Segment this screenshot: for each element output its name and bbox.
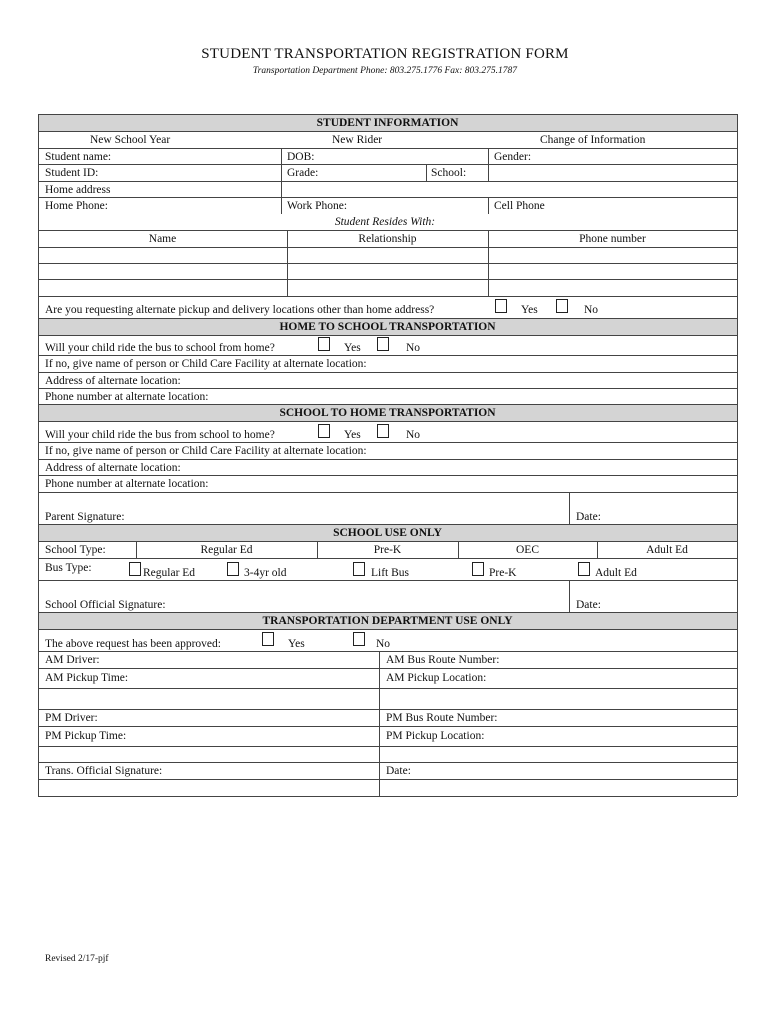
- school-type-label: School Type:: [45, 544, 106, 556]
- s2h-alt-person-field[interactable]: If no, give name of person or Child Care Facility at alternate location:: [45, 445, 367, 457]
- bus-regular-ed-checkbox[interactable]: [129, 562, 141, 576]
- form-title: STUDENT TRANSPORTATION REGISTRATION FORM: [201, 46, 569, 62]
- school-official-signature-field[interactable]: School Official Signature:: [45, 599, 166, 611]
- work-phone-field[interactable]: Work Phone:: [287, 200, 348, 212]
- s2h-question: Will your child ride the bus from school to home?: [45, 429, 275, 441]
- school-type-adult-ed[interactable]: Adult Ed: [646, 544, 688, 556]
- h2s-no-label: No: [406, 342, 421, 354]
- bus-pre-k-checkbox[interactable]: [472, 562, 484, 576]
- trans-official-signature-field[interactable]: Trans. Official Signature:: [45, 765, 163, 777]
- bus-type-label: Bus Type:: [45, 562, 92, 574]
- resides-with-label: Student Resides With:: [334, 216, 436, 228]
- s2h-yes-checkbox[interactable]: [318, 424, 330, 438]
- am-pickup-time-field[interactable]: AM Pickup Time:: [45, 672, 129, 684]
- h2s-no-checkbox[interactable]: [377, 337, 389, 351]
- col-phone-header: Phone number: [579, 233, 646, 245]
- bus-lift-checkbox[interactable]: [353, 562, 365, 576]
- pm-pickup-location-field[interactable]: PM Pickup Location:: [386, 730, 485, 742]
- am-pickup-location-field[interactable]: AM Pickup Location:: [386, 672, 487, 684]
- bus-3-4yr-label: 3-4yr old: [244, 567, 287, 579]
- school-to-home-header: SCHOOL TO HOME TRANSPORTATION: [279, 407, 496, 419]
- new-rider-option[interactable]: New Rider: [332, 134, 383, 146]
- am-route-field[interactable]: AM Bus Route Number:: [386, 654, 500, 666]
- col-relationship-header: Relationship: [358, 233, 417, 245]
- h2s-question: Will your child ride the bus to school from home?: [45, 342, 275, 354]
- gender-field[interactable]: Gender:: [494, 151, 532, 163]
- school-type-pre-k[interactable]: Pre-K: [373, 544, 402, 556]
- alt-no-label: No: [584, 304, 599, 316]
- school-type-oec[interactable]: OEC: [516, 544, 539, 556]
- transport-use-header: TRANSPORTATION DEPARTMENT USE ONLY: [262, 615, 513, 627]
- h2s-yes-checkbox[interactable]: [318, 337, 330, 351]
- col-name-header: Name: [148, 233, 177, 245]
- pm-driver-field[interactable]: PM Driver:: [45, 712, 98, 724]
- new-school-year-option[interactable]: New School Year: [90, 134, 171, 146]
- s2h-no-checkbox[interactable]: [377, 424, 389, 438]
- parent-signature-field[interactable]: Parent Signature:: [45, 511, 125, 523]
- bus-lift-label: Lift Bus: [371, 567, 410, 579]
- student-name-field[interactable]: Student name:: [45, 151, 112, 163]
- change-info-option[interactable]: Change of Information: [540, 134, 646, 146]
- school-use-header: SCHOOL USE ONLY: [333, 527, 442, 539]
- bus-regular-ed-label: Regular Ed: [143, 567, 196, 579]
- approved-yes-label: Yes: [288, 638, 305, 650]
- alt-location-question: Are you requesting alternate pickup and delivery locations other than home address?: [45, 304, 435, 316]
- cell-phone-field[interactable]: Cell Phone: [494, 200, 545, 212]
- alt-yes-label: Yes: [521, 304, 538, 316]
- s2h-alt-address-field[interactable]: Address of alternate location:: [45, 462, 181, 474]
- bus-adult-ed-checkbox[interactable]: [578, 562, 590, 576]
- student-info-header: STUDENT INFORMATION: [316, 117, 459, 129]
- alt-no-checkbox[interactable]: [556, 299, 568, 313]
- h2s-yes-label: Yes: [344, 342, 361, 354]
- pm-route-field[interactable]: PM Bus Route Number:: [386, 712, 498, 724]
- form-subtitle: Transportation Department Phone: 803.275.1776 Fax: 803.275.1787: [252, 66, 518, 76]
- s2h-yes-label: Yes: [344, 429, 361, 441]
- trans-date-field[interactable]: Date:: [386, 765, 411, 777]
- h2s-alt-address-field[interactable]: Address of alternate location:: [45, 375, 181, 387]
- am-driver-field[interactable]: AM Driver:: [45, 654, 100, 666]
- pm-pickup-time-field[interactable]: PM Pickup Time:: [45, 730, 127, 742]
- parent-date-field[interactable]: Date:: [576, 511, 601, 523]
- revision-note: Revised 2/17-pjf: [45, 954, 109, 964]
- home-phone-field[interactable]: Home Phone:: [45, 200, 108, 212]
- home-address-field[interactable]: Home address: [45, 184, 111, 196]
- approved-no-label: No: [376, 638, 391, 650]
- school-type-regular-ed[interactable]: Regular Ed: [200, 544, 253, 556]
- approved-yes-checkbox[interactable]: [262, 632, 274, 646]
- approved-no-checkbox[interactable]: [353, 632, 365, 646]
- home-to-school-header: HOME TO SCHOOL TRANSPORTATION: [279, 321, 496, 333]
- grade-field[interactable]: Grade:: [287, 167, 319, 179]
- alt-yes-checkbox[interactable]: [495, 299, 507, 313]
- s2h-no-label: No: [406, 429, 421, 441]
- bus-3-4yr-checkbox[interactable]: [227, 562, 239, 576]
- approved-question: The above request has been approved:: [45, 638, 221, 650]
- student-id-field[interactable]: Student ID:: [45, 167, 99, 179]
- h2s-alt-phone-field[interactable]: Phone number at alternate location:: [45, 391, 209, 403]
- bus-pre-k-label: Pre-K: [489, 567, 517, 579]
- school-field[interactable]: School:: [431, 167, 467, 179]
- bus-adult-ed-label: Adult Ed: [595, 567, 637, 579]
- dob-field[interactable]: DOB:: [287, 151, 315, 163]
- s2h-alt-phone-field[interactable]: Phone number at alternate location:: [45, 478, 209, 490]
- school-official-date-field[interactable]: Date:: [576, 599, 601, 611]
- h2s-alt-person-field[interactable]: If no, give name of person or Child Care Facility at alternate location:: [45, 358, 367, 370]
